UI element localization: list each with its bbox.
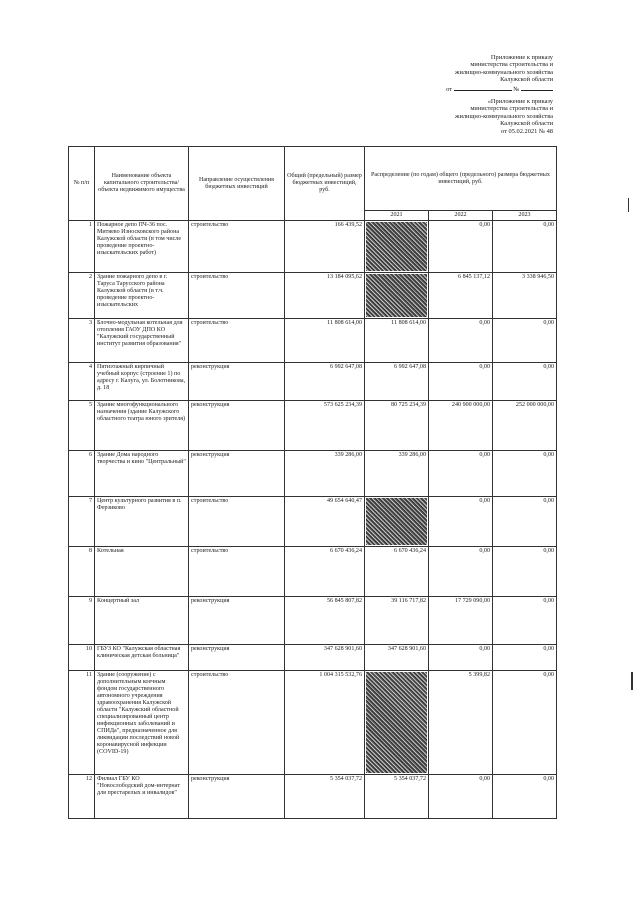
investment-direction: строительство (189, 273, 285, 319)
amount-2023: 0,00 (493, 645, 557, 671)
row-number: 3 (69, 319, 95, 363)
total-amount: 6 670 436,24 (285, 547, 365, 597)
amount-2023: 0,00 (493, 363, 557, 401)
header-line: Калужской области (500, 120, 553, 128)
total-amount: 49 654 640,47 (285, 497, 365, 547)
investment-direction: строительство (189, 497, 285, 547)
from-label: от (446, 85, 453, 93)
amount-2022: 0,00 (429, 363, 493, 401)
row-number: 8 (69, 547, 95, 597)
scan-edge-mark (631, 672, 633, 690)
header-num: № п/п (69, 147, 95, 221)
table-row (69, 451, 557, 497)
row-number: 6 (69, 451, 95, 497)
header-date-number-line (446, 84, 553, 93)
amount-2023: 0,00 (493, 597, 557, 645)
total-amount: 573 625 234,39 (285, 401, 365, 451)
header-line: Приложение к приказу (490, 54, 553, 61)
amount-2021 (365, 775, 429, 819)
header-line: министерства строительства и (470, 105, 553, 113)
object-name: Блочно-модульная котельная для отопления ГАОУ ДПО КО "Калужский государственный институт развития образования" (95, 319, 189, 363)
amount-2023: 0,00 (493, 319, 557, 363)
table-row (69, 273, 557, 319)
header-line: жилищно-коммунального хозяйства (455, 112, 553, 120)
amount-2021-value: 39 116 717,82 (391, 598, 426, 604)
investment-direction: строительство (189, 319, 285, 363)
amount-2021-value: 339 286,00 (398, 452, 426, 458)
approval-header (446, 54, 553, 93)
redacted-stamp (366, 498, 427, 545)
row-number: 2 (69, 273, 95, 319)
object-name: Здание (сооружение) с дополнительным коечным фондом государственного автономного учреждения здравоохранения Калужской области "Калужский областной специализированный центр инфекционных заболеваний и СПИДа", предназначенное для ликвидации последствий новой коронавирусной инфекции (COVID-19) (95, 671, 189, 775)
row-number: 12 (69, 775, 95, 819)
header-line: министерства строительства и (470, 61, 553, 69)
row-number: 1 (69, 221, 95, 273)
amount-2022: 0,00 (429, 775, 493, 819)
table-row (69, 775, 557, 819)
amount-2023: 0,00 (493, 547, 557, 597)
amount-2023: 0,00 (493, 775, 557, 819)
object-name: Пятиэтажный кирпичный учебный корпус (строение 1) по адресу г. Калуга, ул. Болотникова, д. 18 (95, 363, 189, 401)
amount-2022: 0,00 (429, 221, 493, 273)
investment-direction: строительство (189, 547, 285, 597)
header-total: Общий (предельный) размер бюджетных инвестиций, руб. (285, 147, 365, 221)
header-distribution: Распределение (по годам) общего (предельного) размера бюджетных инвестиций, руб. (365, 147, 557, 211)
total-amount: 5 354 037,72 (285, 775, 365, 819)
header-line: жилищно-коммунального хозяйства (455, 68, 553, 76)
table-row (69, 401, 557, 451)
amount-2021 (365, 221, 429, 273)
total-amount: 339 286,00 (285, 451, 365, 497)
investment-direction: строительство (189, 671, 285, 775)
total-amount: 1 004 315 532,76 (285, 671, 365, 775)
number-label: № (513, 85, 520, 93)
table-row (69, 547, 557, 597)
amount-2021-value: 11 808 614,00 (391, 320, 426, 326)
amount-2023: 0,00 (493, 221, 557, 273)
header-line: от 05.02.2021 № 48 (501, 127, 553, 135)
amount-2021 (365, 645, 429, 671)
amount-2022: 0,00 (429, 497, 493, 547)
amount-2021-value: 5 354 037,72 (394, 776, 426, 782)
total-amount: 347 628 901,60 (285, 645, 365, 671)
amount-2023: 0,00 (493, 671, 557, 775)
date-blank (454, 84, 512, 91)
redacted-stamp (366, 672, 427, 773)
investment-direction: реконструкция (189, 401, 285, 451)
amount-2021-value: 347 628 901,60 (387, 646, 426, 652)
header-year-2022: 2022 (429, 211, 493, 221)
total-amount: 13 184 095,62 (285, 273, 365, 319)
amount-2021 (365, 319, 429, 363)
redacted-stamp (366, 222, 427, 271)
header-direction: Направление осуществления бюджетных инвестиций (189, 147, 285, 221)
amount-2021 (365, 363, 429, 401)
amount-2021 (365, 547, 429, 597)
header-name: Наименование объекта капитального строительства/объекта недвижимого имущества (95, 147, 189, 221)
amount-2022: 0,00 (429, 547, 493, 597)
redacted-stamp (366, 274, 427, 317)
table-row (69, 671, 557, 775)
amount-2021 (365, 451, 429, 497)
object-name: Здание Дома народного творчества и кино "Центральный" (95, 451, 189, 497)
amount-2022: 17 729 090,00 (429, 597, 493, 645)
amount-2022: 6 845 137,12 (429, 273, 493, 319)
amount-2023: 3 338 946,50 (493, 273, 557, 319)
amount-2022: 0,00 (429, 319, 493, 363)
amount-2022: 240 900 000,00 (429, 401, 493, 451)
amount-2022: 5 399,82 (429, 671, 493, 775)
investment-direction: реконструкция (189, 363, 285, 401)
object-name: Филиал ГБУ КО "Новослободский дом-интернат для престарелых и инвалидов" (95, 775, 189, 819)
previous-order-header (455, 98, 553, 135)
row-number: 9 (69, 597, 95, 645)
row-number: 10 (69, 645, 95, 671)
table-row (69, 645, 557, 671)
investment-direction: реконструкция (189, 597, 285, 645)
row-number: 11 (69, 671, 95, 775)
object-name: Здание пожарного депо в г. Таруса Тарусского района Калужской области (в т.ч. проведение проектно-изыскательских (95, 273, 189, 319)
header-line: Калужской области (500, 76, 553, 84)
row-number: 5 (69, 401, 95, 451)
total-amount: 11 808 614,00 (285, 319, 365, 363)
header-year-2021: 2021 (365, 211, 429, 221)
amount-2023: 0,00 (493, 497, 557, 547)
amount-2023: 0,00 (493, 451, 557, 497)
object-name: Центр культурного развития в п. Ферзиково (95, 497, 189, 547)
amount-2021-value: 6 670 436,24 (394, 548, 426, 554)
amount-2021 (365, 497, 429, 547)
amount-2022: 0,00 (429, 645, 493, 671)
row-number: 4 (69, 363, 95, 401)
investment-direction: реконструкция (189, 451, 285, 497)
header-year-2023: 2023 (493, 211, 557, 221)
object-name: ГБУЗ КО "Калужская областная клиническая детская больница" (95, 645, 189, 671)
table-row (69, 497, 557, 547)
amount-2023: 252 000 000,00 (493, 401, 557, 451)
object-name: Котельная (95, 547, 189, 597)
object-name: Концертный зал (95, 597, 189, 645)
total-amount: 166 439,52 (285, 221, 365, 273)
investment-table (68, 146, 557, 819)
total-amount: 6 992 647,08 (285, 363, 365, 401)
table-row (69, 221, 557, 273)
object-name: Здание многофункционального назначения (здание Калужского областного театра юного зрителя) (95, 401, 189, 451)
table-row (69, 363, 557, 401)
number-blank (521, 84, 553, 91)
amount-2021 (365, 671, 429, 775)
object-name: Пожарное депо ПЧ-36 пос. Митяево Износковского района Калужской области (в том числе проведение проектно-изыскательских работ) (95, 221, 189, 273)
amount-2021-value: 6 992 647,08 (394, 364, 426, 370)
table-row (69, 319, 557, 363)
header-line: «Приложение к приказу (487, 98, 553, 105)
table-row (69, 597, 557, 645)
amount-2021-value: 80 725 234,39 (390, 402, 426, 408)
row-number: 7 (69, 497, 95, 547)
amount-2021 (365, 597, 429, 645)
scan-edge-mark (628, 198, 629, 212)
total-amount: 56 845 807,82 (285, 597, 365, 645)
amount-2021 (365, 273, 429, 319)
investment-direction: реконструкция (189, 645, 285, 671)
investment-direction: строительство (189, 221, 285, 273)
amount-2022: 0,00 (429, 451, 493, 497)
amount-2021 (365, 401, 429, 451)
investment-direction: реконструкция (189, 775, 285, 819)
